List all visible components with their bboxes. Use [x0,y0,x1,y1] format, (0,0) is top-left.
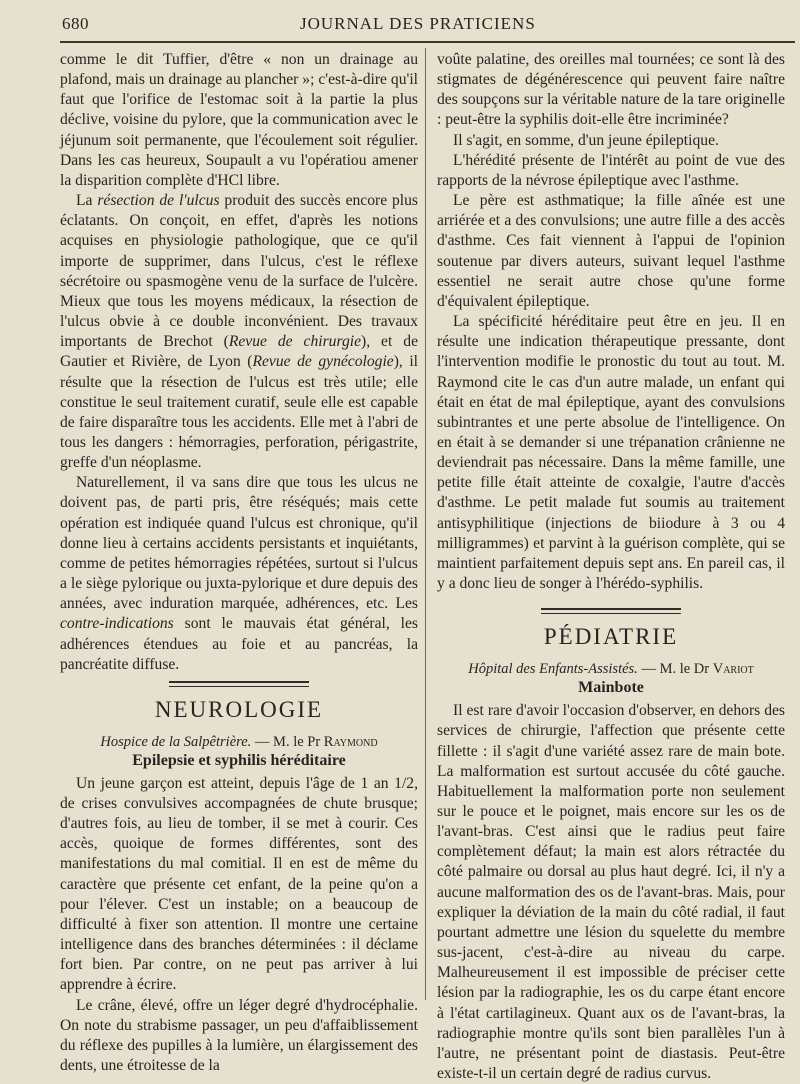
source-line: Hospice de la Salpêtrière. — M. le Pr Raymond [100,733,378,750]
section-title-pediatrie: PÉDIATRIE [543,624,679,650]
section-rule [169,681,309,687]
paragraph: Le crâne, élevé, offre un léger degré d'hydrocéphalie. On note du strabisme passager, un peu d'affaiblissement du réflexe des pupilles à la lumière, un élargissement des dents, une étroitesse de la [60,996,418,1075]
paragraph: Naturellement, il va sans dire que tous les ulcus ne doivent pas, de parti pris, être réséqués; mais cette opération est indiquée quand l'ulcus est chronique, qu'il donne lieu à certains accidents persistants et inquiétants, comme de petites hémorragies répétées, surtout si l'ulcus a le siège pylorique ou juxta-pylorique et dure depuis des années, avec induration marquée, adhérences, etc. Les contre-indications sont le mauvais état général, les adhérences étendues au foie et au pancréas, la pancréatite diffuse. [60,474,418,673]
right-column [437,50,785,1084]
section-rule [541,608,681,614]
section-title-neurologie: NEUROLOGIE [154,696,324,722]
paragraph: Il est rare d'avoir l'occasion d'observer, en dehors des services de chirurgie, l'affection que présente cette fillette : il s'agit d'une variété assez rare de main bote. La malformation est surtout accusée du côté gauche. Habituellement la malformation porte non seulement sur le pouce et le poignet, mais encore sur les os de l'avant-bras. C'est ainsi que le radius peut faire complètement défaut; la main est alors rétractée du côté palmaire ou dorsal au plus haut degré. Ici, il n'y a aucune malformation des os de l'avant-bras. Mais, pour expliquer la déviation de la main du côté radial, il faut pourtant admettre une lésion du squelette du membre sus-jacent, c'est-à-dire au niveau du carpe. Malheureusement il est impossible de préciser cette lésion par la radiographie, les os du carpe étant encore à l'état cartilagineux. Quant aux os de l'avant-bras, la radiographie montre qu'ils sont bien parallèles l'un à l'autre, ne présentant point de diastasis. Peut-être existe-t-il un certain degré de radius curvus. [437,702,785,1083]
paragraph: Il s'agit, en somme, d'un jeune épileptique. [453,131,719,149]
paragraph: La spécificité héréditaire peut être en jeu. Il en résulte une indication thérapeutique pressante, dont l'intervention modifie le pronostic du tout au tout. M. Raymond cite le cas d'un autre malade, un enfant qui était en état de mal épileptique, ayant des convulsions subintrantes et une perte absolue de l'intelligence. On en était à se demander si une trépanation crânienne ne deviendrait pas nécessaire. Dans la même famille, une petite fille était atteinte de coxalgie, l'autre d'accès d'asthme. Le petit malade fut soumis au traitement antisyphilitique (injections de biiodure à 3 ou 4 milligrammes) et parvint à la guérison complète, qui se maintient parfaitement depuis sept ans. En pareil cas, il y a donc lieu de songer à l'hérédo-syphilis. [437,313,785,593]
case-title: Epilepsie et syphilis héréditaire [132,751,346,769]
paragraph: L'hérédité présente de l'intérêt au point de vue des rapports de la névrose épileptique avec l'asthme. [437,151,785,189]
paragraph: La résection de l'ulcus produit des succès encore plus éclatants. On conçoit, en effet, d'après les notions acquises en physiologie pathologique, que ce qu'il importe de supprimer, dans l'ulcus, c'est le réflexe sécrétoire ou spasmogène venu de la surface de l'ulcère. Mieux que tous les moyens médicaux, la résection de l'ulcus obvie à ce double inconvénient. Des travaux importants de Brechot (Revue de chirurgie), et de Gautier et Rivière, de Lyon (Revue de gynécologie), il résulte que la résection de l'ulcus est très utile; elle constitue le seul traitement curatif, seule elle est capable de faire disparaître tous les accidents. Elle met à l'abri de tous les dangers : hémorragies, perforation, périgastrite, greffe d'un néoplasme. [60,192,418,472]
case-title: Mainbote [578,679,644,697]
paragraph: voûte palatine, des oreilles mal tournées; ce sont là des stigmates de dégénérescence qui peuvent faire naître des soupçons sur la véritable nature de la tare originelle : peut-être la syphilis doit-elle être incriminée? [437,51,785,129]
running-head: JOURNAL DES PRATICIENS [300,14,536,33]
paragraph: comme le dit Tuffier, d'être « non un drainage au plafond, mais un drainage au plancher »; c'est-à-dire qu'il faut que l'orifice de l'estomac soit à la partie la plus déclive, voisine du pylore, que la communication avec le jéjunum soit permanente, que l'écoulement soit régulier. Dans les cas heureux, Soupault a vu l'opératiou amener la disparition complète d'HCl libre. [60,51,418,189]
column-divider [425,48,426,1000]
paragraph: Un jeune garçon est atteint, depuis l'âge de 1 an 1/2, de crises convulsives accompagnées de chute brusque; d'autres fois, au lieu de tomber, il se met à courir. Ces accès, quoique de formes différentes, sont des manifestations du mal comitial. Il en est de même du caractère que présente cet enfant, de la peine qu'on a pour l'élever. C'est un instable; on a beaucoup de difficulté à fixer son attention. Il montre une certaine intelligence dans des branches déterminées : il déclame fort bien. Par contre, on ne peut pas arriver à lui apprendre à écrire. [60,774,418,994]
left-column [60,50,418,1076]
header-rule [60,41,795,43]
page-number: 680 [62,14,89,33]
paragraph: Le père est asthmatique; la fille aînée est une arriérée et a des convulsions; une autre fille a des accès d'asthme. Ces fait viennent à l'appui de l'opinion soutenue par divers auteurs, suivant lequel l'asthme essentiel ne serait autre chose qu'une forme d'équivalent épileptique. [437,192,785,310]
source-line: Hôpital des Enfants-Assistés. — M. le Dr Variot [468,661,754,678]
